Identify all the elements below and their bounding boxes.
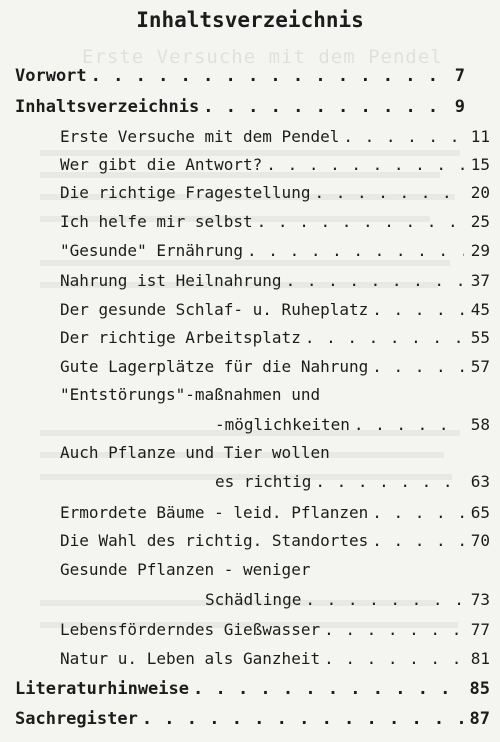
toc-entry[interactable]	[60, 271, 490, 295]
toc-page-number: 77	[470, 620, 490, 639]
leader-dots	[354, 415, 464, 434]
toc-page-number: 55	[470, 328, 490, 347]
toc-entry[interactable]	[60, 127, 490, 151]
toc-page-number: 65	[470, 503, 490, 522]
toc-page-number: 29	[470, 241, 490, 260]
toc-label-continuation: es richtig	[215, 472, 312, 491]
toc-label: Ermordete Bäume - leid. Pflanzen	[60, 503, 369, 522]
leader-dots	[257, 212, 464, 231]
toc-entry[interactable]	[60, 241, 490, 265]
leader-dots	[305, 590, 464, 609]
leader-dots	[315, 472, 464, 491]
toc-label: Gesunde Pflanzen - weniger	[60, 560, 311, 579]
toc-label: Auch Pflanze und Tier wollen	[60, 443, 330, 462]
toc-label-continuation: -möglichkeiten	[215, 415, 350, 434]
toc-entry-vorwort[interactable]	[15, 66, 465, 90]
toc-entry[interactable]	[60, 531, 490, 555]
toc-entry[interactable]	[60, 620, 490, 644]
toc-page-number: 87	[469, 709, 490, 729]
toc-label: Ich helfe mir selbst	[60, 212, 253, 231]
toc-entry[interactable]	[215, 472, 490, 496]
toc-entry-literaturhinweise[interactable]	[15, 679, 490, 703]
toc-label: Nahrung ist Heilnahrung	[60, 271, 282, 290]
leader-dots	[314, 183, 464, 202]
toc-label-continuation: Schädlinge	[205, 590, 302, 609]
toc-page-number: 11	[470, 127, 490, 146]
leader-dots	[286, 271, 464, 290]
toc-label: Der richtige Arbeitsplatz	[60, 328, 301, 347]
toc-entry-sachregister[interactable]	[15, 709, 490, 733]
page-title: Inhaltsverzeichnis	[136, 8, 364, 32]
toc-label: Vorwort	[15, 66, 87, 86]
toc-page-number: 9	[454, 97, 465, 117]
toc-entry[interactable]	[60, 503, 490, 527]
leader-dots	[324, 649, 464, 668]
leader-dots	[343, 127, 464, 146]
toc-label: Die Wahl des richtig. Standortes	[60, 531, 369, 550]
leader-dots	[324, 620, 464, 639]
toc-label: Inhaltsverzeichnis	[15, 97, 200, 117]
leader-dots	[193, 679, 464, 699]
toc-entry-inhaltsverzeichnis[interactable]	[15, 97, 465, 121]
toc-entry[interactable]	[60, 155, 490, 179]
leader-dots	[247, 241, 464, 260]
toc-label: Sachregister	[15, 709, 138, 729]
toc-page-number: 57	[470, 357, 490, 376]
toc-page-number: 70	[470, 531, 490, 550]
toc-entry[interactable]	[215, 415, 490, 439]
toc-label: Die richtige Fragestellung	[60, 183, 311, 202]
toc-label: Wer gibt die Antwort?	[60, 155, 263, 174]
toc-label: Gute Lagerplätze für die Nahrung	[60, 357, 369, 376]
toc-label: Lebensförderndes Gießwasser	[60, 620, 321, 639]
toc-label: Erste Versuche mit dem Pendel	[60, 127, 340, 146]
toc-page-number: 81	[470, 649, 490, 668]
toc-page-number: 45	[470, 300, 490, 319]
leader-dots	[372, 503, 464, 522]
toc-label: Natur u. Leben als Ganzheit	[60, 649, 321, 668]
leader-dots	[372, 531, 464, 550]
toc-entry[interactable]	[60, 649, 490, 673]
leader-dots	[142, 709, 464, 729]
toc-entry[interactable]	[60, 183, 490, 207]
leader-dots	[91, 66, 439, 86]
leader-dots	[305, 328, 464, 347]
leader-dots	[372, 357, 464, 376]
toc-label: "Entstörungs"-maßnahmen und	[60, 385, 321, 404]
toc-page-number: 63	[470, 472, 490, 491]
leader-dots	[266, 155, 464, 174]
toc-entry[interactable]	[60, 300, 490, 324]
toc-entry[interactable]	[60, 357, 490, 381]
leader-dots	[372, 300, 464, 319]
toc-page-number: 37	[470, 271, 490, 290]
toc-label: Literaturhinweise	[15, 679, 189, 699]
toc-page-number: 15	[470, 155, 490, 174]
toc-page-number: 20	[470, 183, 490, 202]
toc-page-number: 7	[454, 66, 465, 86]
leader-dots	[203, 97, 439, 117]
toc-page-number: 58	[470, 415, 490, 434]
bleed-through-heading: Erste Versuche mit dem Pendel	[82, 46, 443, 68]
toc-entry[interactable]	[60, 328, 490, 352]
toc-page-number: 25	[470, 212, 490, 231]
toc-entry[interactable]	[205, 590, 490, 614]
toc-page-number: 85	[469, 679, 490, 699]
toc-page-number: 73	[470, 590, 490, 609]
toc-label: Der gesunde Schlaf- u. Ruheplatz	[60, 300, 369, 319]
toc-label: "Gesunde" Ernährung	[60, 241, 244, 260]
toc-entry[interactable]	[60, 212, 490, 236]
